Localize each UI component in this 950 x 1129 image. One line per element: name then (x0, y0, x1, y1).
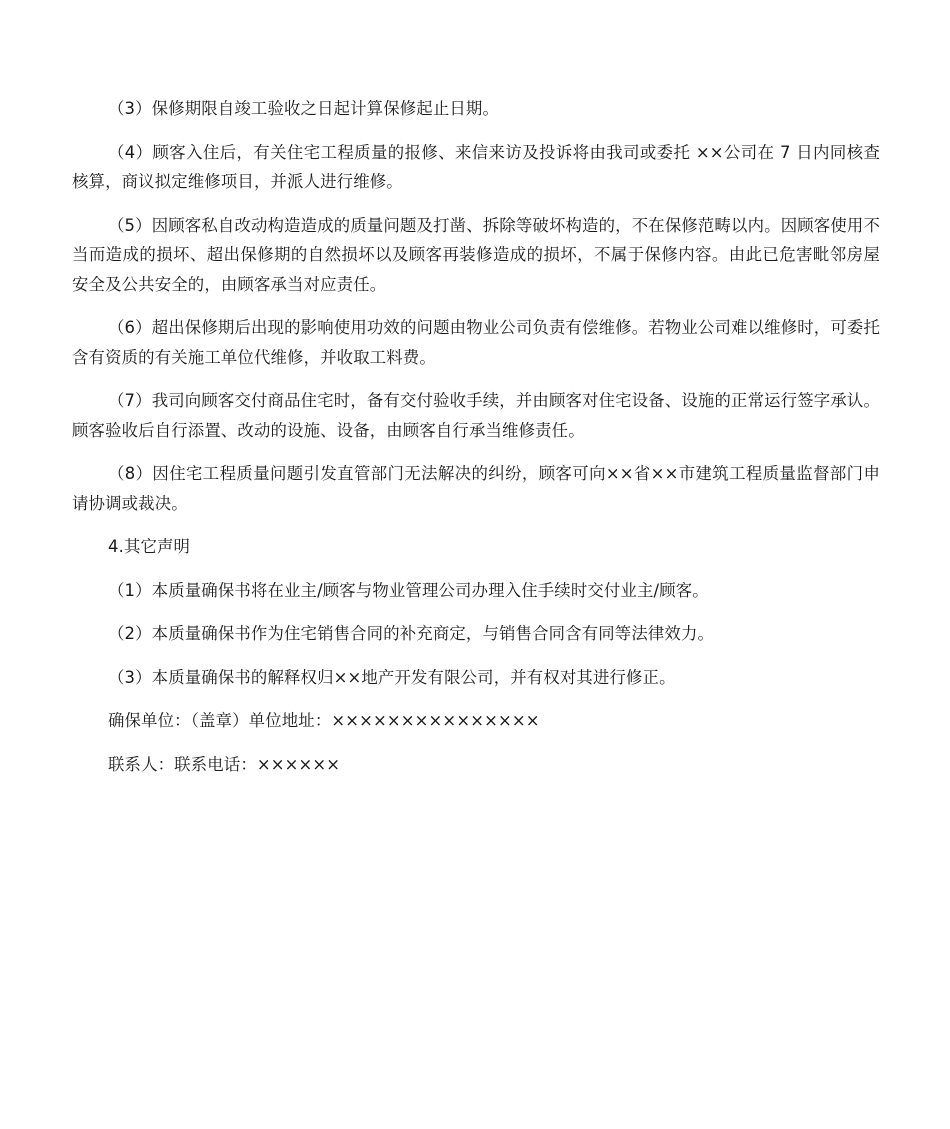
paragraph-repair-requests: （4）顾客入住后，有关住宅工程质量的报修、来信来访及投诉将由我司或委托 ××公司在 7 日内同核查核算，商议拟定维修项目，并派人进行维修。 (72, 142, 880, 191)
paragraph-paid-repair: （6）超出保修期后出现的影响使用功效的问题由物业公司负责有偿维修。若物业公司难以维修时，可委托含有资质的有关施工单位代维修，并收取工料费。 (72, 318, 880, 367)
contact-line: 联系人：联系电话：×××××× (108, 754, 341, 774)
declaration-item: （3）本质量确保书的解释权归××地产开发有限公司，并有权对其进行修正。 (108, 667, 676, 687)
document-page (72, 94, 880, 779)
paragraph-delivery-acceptance: （7）我司向顾客交付商品住宅时，备有交付验收手续，并由顾客对住宅设备、设施的正常运行签字承认。顾客验收后自行添置、改动的设施、设备，由顾客自行承当维修责任。 (72, 391, 880, 440)
signature-line: 确保单位：（盖章）单位地址：××××××××××××××× (108, 711, 540, 730)
paragraph-dispute-resolution: （8）因住宅工程质量问题引发直管部门无法解决的纠纷，顾客可向××省××市建筑工程质量监督部门申请协调或裁决。 (72, 464, 880, 513)
paragraph-exclusions: （5）因顾客私自改动构造造成的质量问题及打凿、拆除等破坏构造的，不在保修范畴以内。因顾客使用不当而造成的损坏、超出保修期的自然损坏以及顾客再装修造成的损坏，不属于保修内容。由此已危害毗邻房屋安全及公共安全的，由顾客承当对应责任。 (72, 215, 880, 294)
paragraph-warranty-period: （3）保修期限自竣工验收之日起计算保修起止日期。 (108, 99, 500, 118)
declaration-item: （1）本质量确保书将在业主/顾客与物业管理公司办理入住手续时交付业主/顾客。 (108, 580, 709, 600)
declaration-item: （2）本质量确保书作为住宅销售合同的补充商定，与销售合同含有同等法律效力。 (108, 624, 715, 643)
section-heading: 4.其它声明 (108, 537, 191, 556)
